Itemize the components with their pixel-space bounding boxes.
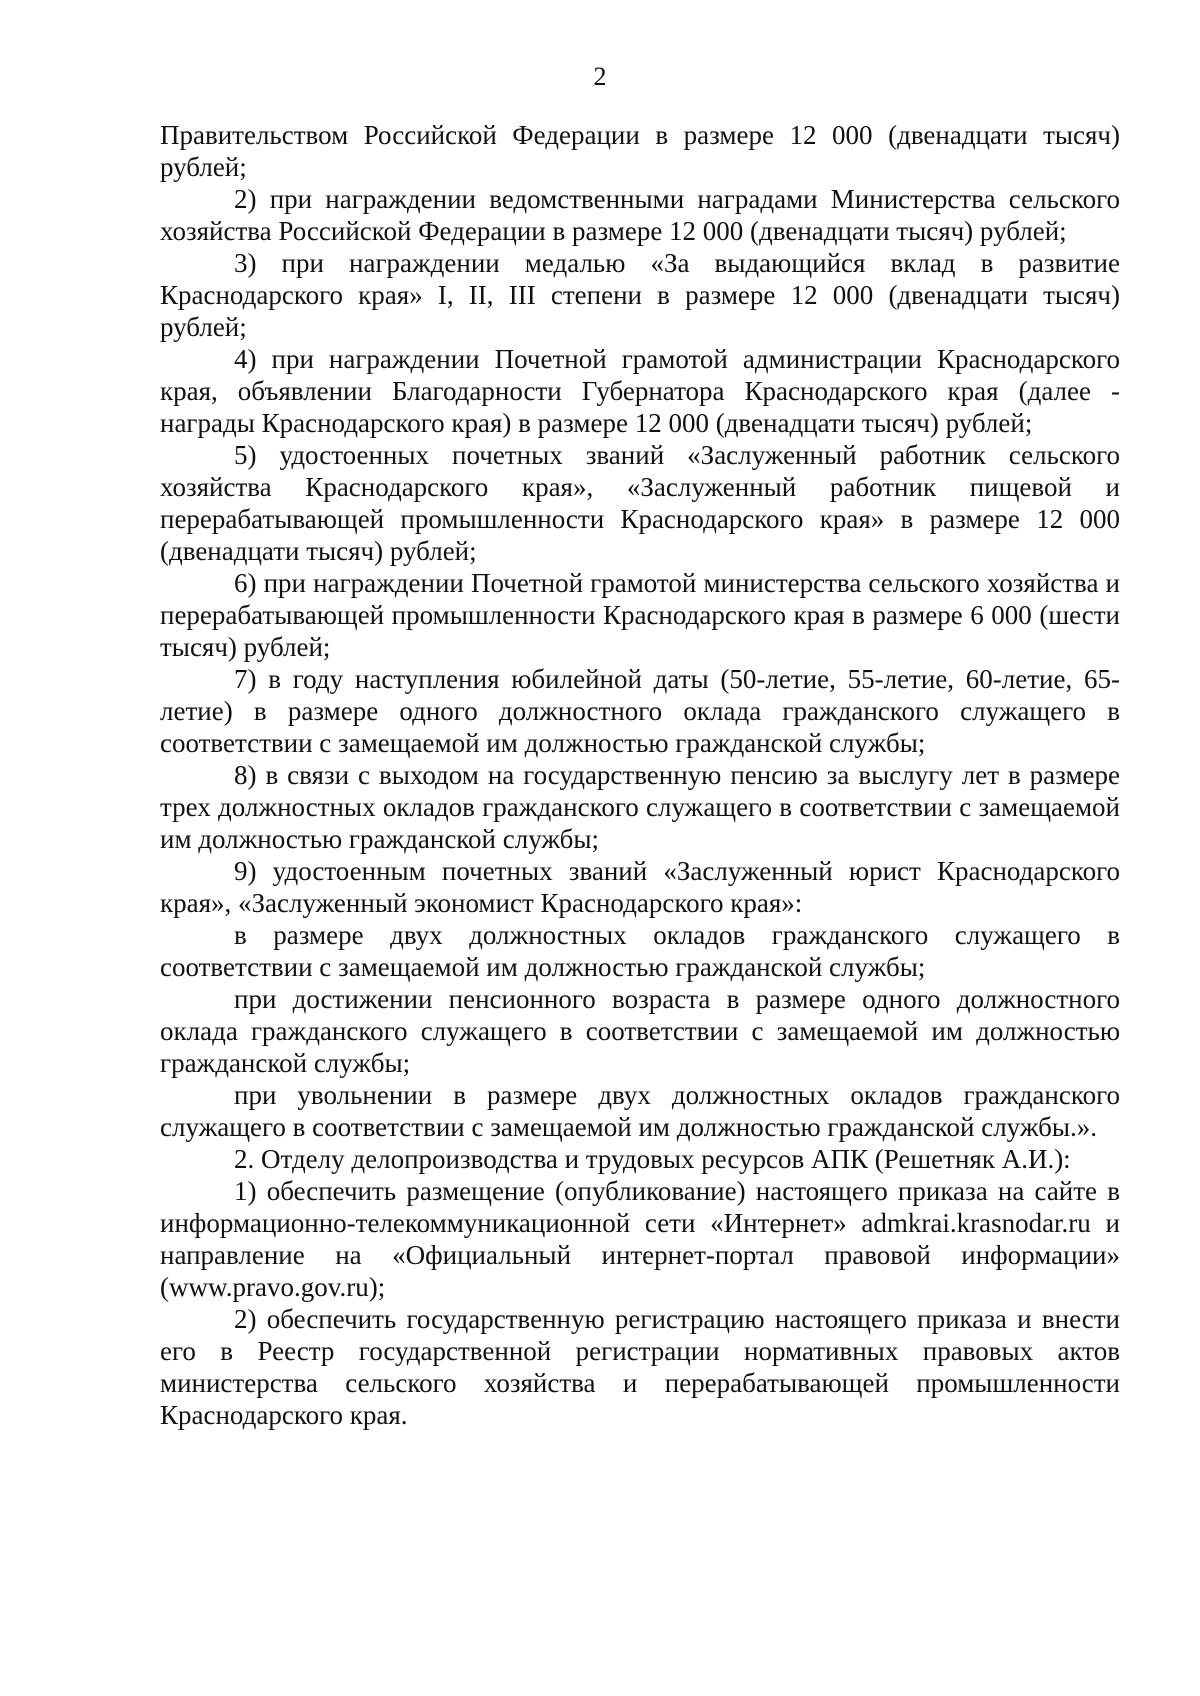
paragraph: 2) обеспечить государственную регистрацию настоящего приказа и внести его в Реестр государственной регистрации нормативных правовых актов министерства сельского хозяйства и перерабатывающей промышленности Краснодарского края.: [160, 1304, 1120, 1430]
paragraph: 4) при награждении Почетной грамотой администрации Краснодарского края, объявлении Благодарности Губернатора Краснодарского края (далее - награды Краснодарского края) в размере 12 000 (двенадцати тысяч) рублей;: [160, 344, 1120, 438]
document-body: [160, 119, 1120, 1431]
paragraph: при увольнении в размере двух должностных окладов гражданского служащего в соответствии с замещаемой им должностью гражданской службы.».: [160, 1080, 1120, 1142]
paragraph: 6) при награждении Почетной грамотой министерства сельского хозяйства и перерабатывающей промышленности Краснодарского края в размере 6 000 (шести тысяч) рублей;: [160, 568, 1120, 662]
paragraph: в размере двух должностных окладов гражданского служащего в соответствии с замещаемой им должностью гражданской службы;: [160, 920, 1120, 982]
paragraph: при достижении пенсионного возраста в размере одного должностного оклада гражданского служащего в соответствии с замещаемой им должностью гражданской службы;: [160, 984, 1120, 1078]
paragraph: 5) удостоенных почетных званий «Заслуженный работник сельского хозяйства Краснодарского края», «Заслуженный работник пищевой и перерабатывающей промышленности Краснодарского края» в размере 12 000 (двенадцати тысяч) рублей;: [160, 440, 1120, 566]
paragraph: 1) обеспечить размещение (опубликование) настоящего приказа на сайте в информационно-телекоммуникационной сети «Интернет» admkrai.krasnodar.ru и направление на «Официальный интернет-портал правовой информации» (www.pravo.gov.ru);: [160, 1176, 1120, 1302]
paragraph: 2. Отделу делопроизводства и трудовых ресурсов АПК (Решетняк А.И.):: [234, 1144, 1071, 1174]
paragraph: Правительством Российской Федерации в размере 12 000 (двенадцати тысяч) рублей;: [160, 120, 1120, 182]
paragraph: 3) при награждении медалью «За выдающийся вклад в развитие Краснодарского края» I, II, III степени в размере 12 000 (двенадцати тысяч) рублей;: [160, 248, 1120, 342]
page-number: 2: [593, 62, 607, 91]
paragraph: 8) в связи с выходом на государственную пенсию за выслугу лет в размере трех должностных окладов гражданского служащего в соответствии с замещаемой им должностью гражданской службы;: [160, 760, 1120, 854]
paragraph: 9) удостоенным почетных званий «Заслуженный юрист Краснодарского края», «Заслуженный экономист Краснодарского края»:: [160, 856, 1120, 918]
paragraph: 2) при награждении ведомственными наградами Министерства сельского хозяйства Российской Федерации в размере 12 000 (двенадцати тысяч) рублей;: [160, 184, 1120, 246]
paragraph: 7) в году наступления юбилейной даты (50-летие, 55-летие, 60-летие, 65-летие) в размере одного должностного оклада гражданского служащего в соответствии с замещаемой им должностью гражданской службы;: [160, 664, 1120, 758]
